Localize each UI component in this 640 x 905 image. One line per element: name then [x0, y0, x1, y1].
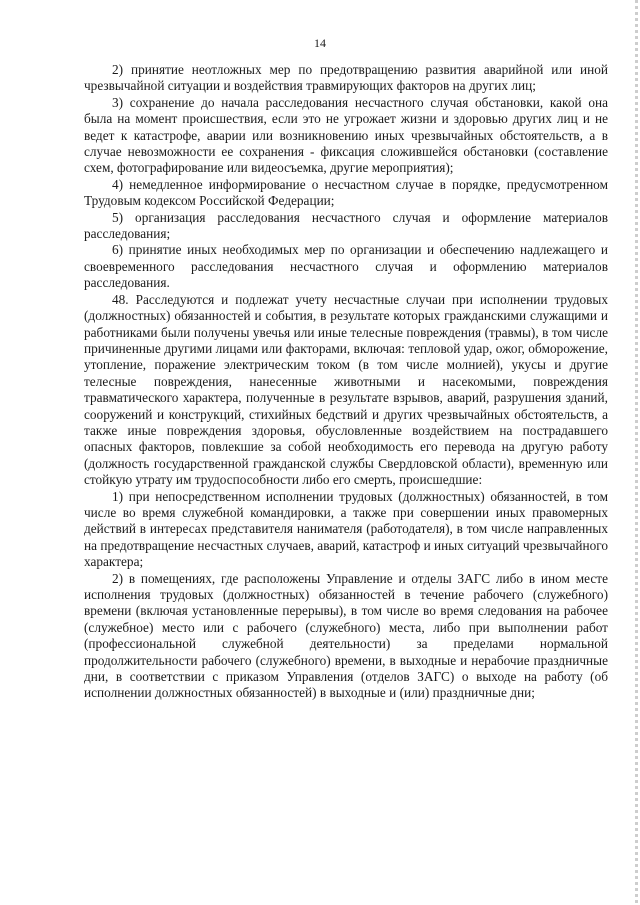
paragraph-item-3: 3) сохранение до начала расследования несчастного случая обстановки, какой она была на момент происшествия, если это не угрожает жизни и здоровью других лиц и не ведет к катастрофе, аварии или возникновению иных чрезвычайных обстоятельств, а в случае невозможности ее сохранения - фиксация сложившейся обстановки (составление схем, фотографирование или видеосъемка, другие мероприятия);	[84, 94, 608, 176]
paragraph-subitem-2: 2) в помещениях, где расположены Управление и отделы ЗАГС либо в ином месте исполнения трудовых (должностных) обязанностей в течение рабочего (служебного) времени (включая установленные перерывы), в том числе во время следования на рабочее (служебное) место или с рабочего (служебного) места, либо при выполнении работ (профессиональной служебной деятельности) за пределами нормальной продолжительности рабочего (служебного) времени, в выходные и нерабочие праздничные дни, в соответствии с приказом Управления (отделов ЗАГС) о выходе на работу (об исполнении должностных обязанностей) в выходные и (или) праздничные дни;	[84, 570, 608, 701]
paragraph-clause-48: 48. Расследуются и подлежат учету несчастные случаи при исполнении трудовых (должностных) обязанностей и события, в результате которых гражданскими служащими и работниками были получены увечья или иные телесные повреждения (травмы), в том числе причиненные другими лицами или факторами, включая: тепловой удар, ожог, обморожение, утопление, поражение электрическим током (в том числе молнией), укусы и другие телесные повреждения, нанесенные животными и насекомыми, повреждения травматического характера, полученные в результате взрывов, аварий, разрушения зданий, сооружений и конструкций, стихийных бедствий и других чрезвычайных обстоятельств, а также иные повреждения здоровья, обусловленные воздействием на пострадавшего опасных факторов, повлекшие за собой необходимость его перевода на другую работу (должность государственной гражданской службы Свердловской области), временную или стойкую утрату им трудоспособности либо его смерть, происшедшие:	[84, 291, 608, 488]
scan-edge-strip	[635, 0, 638, 905]
document-body	[84, 62, 608, 702]
paragraph-item-6: 6) принятие иных необходимых мер по организации и обеспечению надлежащего и своевременного расследования несчастного случая и оформлению материалов расследования.	[84, 242, 608, 291]
page-number: 14	[314, 36, 326, 50]
paragraph-item-4: 4) немедленное информирование о несчастном случае в порядке, предусмотренном Трудовым кодексом Российской Федерации;	[84, 176, 608, 209]
paragraph-item-5: 5) организация расследования несчастного случая и оформление материалов расследования;	[84, 209, 608, 242]
paragraph-subitem-1: 1) при непосредственном исполнении трудовых (должностных) обязанностей, в том числе во время служебной командировки, а также при совершении иных правомерных действий в интересах представителя нанимателя (работодателя), в том числе направленных на предотвращение несчастных случаев, аварий, катастроф и иных ситуаций чрезвычайного характера;	[84, 488, 608, 570]
paragraph-item-2: 2) принятие неотложных мер по предотвращению развития аварийной или иной чрезвычайной ситуации и воздействия травмирующих факторов на других лиц;	[84, 62, 608, 94]
